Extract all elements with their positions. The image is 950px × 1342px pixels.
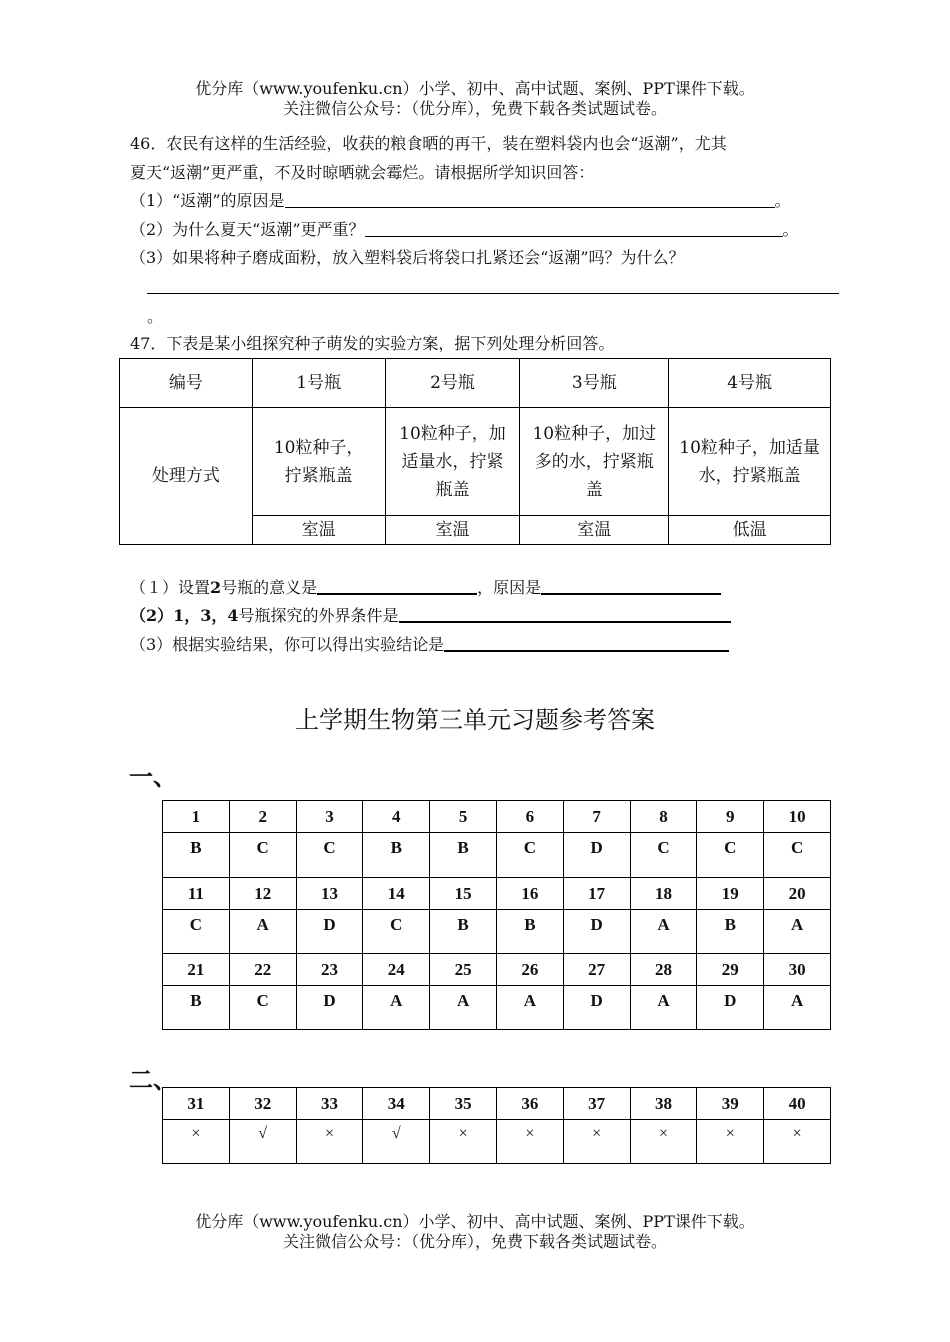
row-label-cell: 处理方式 (120, 408, 253, 545)
table-header-row (120, 359, 831, 408)
answer-cell: C (496, 833, 563, 878)
header-cell: 1号瓶 (252, 359, 385, 408)
answer-cell: B (496, 910, 563, 954)
temperature-cell: 室温 (252, 516, 385, 545)
question-number-cell: 8 (630, 801, 697, 833)
question-number-cell: 39 (697, 1088, 764, 1120)
q47-part-3 (130, 634, 729, 656)
question-number-cell: 28 (630, 954, 697, 986)
question-number-cell: 26 (496, 954, 563, 986)
answer-cell: D (563, 833, 630, 878)
answer-cell: D (296, 986, 363, 1030)
table-row (163, 954, 831, 986)
answer-cell: × (563, 1120, 630, 1164)
temperature-cell: 低温 (669, 516, 831, 545)
question-number-cell: 10 (764, 801, 831, 833)
question-number-cell: 29 (697, 954, 764, 986)
question-number-cell: 33 (296, 1088, 363, 1120)
table-row (163, 910, 831, 954)
answer-cell: A (363, 986, 430, 1030)
answer-cell: C (229, 986, 296, 1030)
question-number-cell: 38 (630, 1088, 697, 1120)
question-number-cell: 6 (496, 801, 563, 833)
question-number-cell: 22 (229, 954, 296, 986)
question-number-cell: 24 (363, 954, 430, 986)
header-cell: 2号瓶 (385, 359, 520, 408)
q47-part-1-reason-text: ，原因是 (477, 578, 542, 597)
answer-cell: C (296, 833, 363, 878)
q47-part-1-reason-blank[interactable] (541, 577, 721, 595)
q47-intro: 47．下表是某小组探究种子萌发的实验方案，据下列处理分析回答。 (130, 334, 615, 353)
header-line-2: 关注微信公众号：（优分库），免费下载各类试题试卷。 (282, 99, 667, 118)
q46-part-2 (130, 219, 799, 241)
question-number-cell: 30 (764, 954, 831, 986)
q46-part-1-period: 。 (774, 191, 791, 210)
temperature-cell: 室温 (520, 516, 669, 545)
treatment-cell: 10粒种子，加适量水，拧紧瓶盖 (385, 408, 520, 516)
question-number-cell: 14 (363, 878, 430, 910)
q46-intro-line-1: 46．农民有这样的生活经验，收获的粮食晒的再干，装在塑料袋内也会“返潮”，尤其 (130, 134, 727, 153)
answer-cell: C (229, 833, 296, 878)
q46-part-2-period: 。 (782, 220, 799, 239)
q47-part-3-answer-blank[interactable] (444, 634, 729, 652)
answer-cell: A (229, 910, 296, 954)
table-row (120, 408, 831, 516)
answer-cell: D (563, 986, 630, 1030)
question-number-cell: 12 (229, 878, 296, 910)
answer-cell: B (163, 986, 230, 1030)
question-number-cell: 1 (163, 801, 230, 833)
question-number-cell: 3 (296, 801, 363, 833)
answer-table-section-1 (162, 800, 831, 1030)
answer-cell: A (630, 986, 697, 1030)
answer-cell: A (630, 910, 697, 954)
answer-cell: × (764, 1120, 831, 1164)
question-number-cell: 13 (296, 878, 363, 910)
question-number-cell: 19 (697, 878, 764, 910)
header-cell: 3号瓶 (520, 359, 669, 408)
question-number-cell: 35 (430, 1088, 497, 1120)
question-number-cell: 27 (563, 954, 630, 986)
answer-cell: B (363, 833, 430, 878)
treatment-cell: 10粒种子，拧紧瓶盖 (252, 408, 385, 516)
answer-cell: B (430, 833, 497, 878)
q47-part-2-answer-blank[interactable] (399, 605, 731, 623)
q47-experiment-table (119, 358, 831, 545)
q47-part-1-bottle-number: 2 (210, 578, 222, 597)
q46-part-3-period: 。 (147, 307, 164, 326)
table-row (163, 1120, 831, 1164)
section-2-label: 二、 (129, 1065, 177, 1094)
answer-cell: A (764, 910, 831, 954)
header-cell: 编号 (120, 359, 253, 408)
question-number-cell: 18 (630, 878, 697, 910)
answer-cell: B (697, 910, 764, 954)
q46-part-1 (130, 190, 791, 212)
table-row (163, 1088, 831, 1120)
answer-cell: A (430, 986, 497, 1030)
q46-part-1-text: （1）“返潮”的原因是 (130, 191, 285, 210)
answer-cell: B (163, 833, 230, 878)
question-number-cell: 5 (430, 801, 497, 833)
question-number-cell: 11 (163, 878, 230, 910)
question-number-cell: 34 (363, 1088, 430, 1120)
q47-part-2 (130, 605, 731, 627)
answer-cell: × (163, 1120, 230, 1164)
q46-intro-line-2: 夏天“返潮”更严重，不及时晾晒就会霉烂。请根据所学知识回答： (130, 163, 595, 182)
q46-part-1-answer-blank[interactable] (285, 191, 775, 208)
q47-part-2-text: 号瓶探究的外界条件是 (238, 606, 399, 625)
question-number-cell: 32 (229, 1088, 296, 1120)
answer-cell: √ (363, 1120, 430, 1164)
answer-cell: × (697, 1120, 764, 1164)
answer-cell: D (563, 910, 630, 954)
answer-cell: D (296, 910, 363, 954)
section-1-label: 一、 (129, 762, 177, 791)
answer-cell: C (764, 833, 831, 878)
question-number-cell: 25 (430, 954, 497, 986)
question-number-cell: 37 (563, 1088, 630, 1120)
answer-cell: × (296, 1120, 363, 1164)
header-cell: 4号瓶 (669, 359, 831, 408)
question-number-cell: 4 (363, 801, 430, 833)
q47-part-3-text: （3）根据实验结果，你可以得出实验结论是 (130, 635, 445, 654)
table-row (163, 986, 831, 1030)
table-row (163, 833, 831, 878)
question-number-cell: 17 (563, 878, 630, 910)
question-number-cell: 40 (764, 1088, 831, 1120)
question-number-cell: 7 (563, 801, 630, 833)
question-number-cell: 20 (764, 878, 831, 910)
q47-part-1-text: 号瓶的意义是 (221, 578, 318, 597)
table-row (163, 801, 831, 833)
q47-part-1-meaning-blank[interactable] (317, 577, 477, 595)
answer-cell: C (363, 910, 430, 954)
answer-cell: C (163, 910, 230, 954)
q47-part-2-prefix: （2） (130, 606, 174, 625)
table-row (163, 878, 831, 910)
header-line-1: 优分库（www.youfenku.cn）小学、初中、高中试题、案例、PPT课件下载。 (195, 79, 755, 98)
q47-part-2-bottle-numbers: 1，3，4 (173, 606, 239, 625)
q46-part-2-text: （2）为什么夏天“返潮”更严重？ (130, 220, 365, 239)
q46-part-3-text: （3）如果将种子磨成面粉，放入塑料袋后将袋口扎紧还会“返潮”吗？为什么？ (130, 248, 685, 267)
answer-cell: × (430, 1120, 497, 1164)
temperature-cell: 室温 (385, 516, 520, 545)
question-number-cell: 21 (163, 954, 230, 986)
footer-line-2: 关注微信公众号：（优分库），免费下载各类试题试卷。 (282, 1232, 667, 1251)
q46-part-2-answer-blank[interactable] (365, 220, 783, 237)
answer-cell: × (496, 1120, 563, 1164)
answer-table-section-2 (162, 1087, 831, 1164)
answer-cell: C (697, 833, 764, 878)
question-number-cell: 2 (229, 801, 296, 833)
footer-line-1: 优分库（www.youfenku.cn）小学、初中、高中试题、案例、PPT课件下载。 (195, 1212, 755, 1231)
q46-part-3-answer-line[interactable] (147, 293, 839, 294)
answer-cell: A (764, 986, 831, 1030)
answer-cell: B (430, 910, 497, 954)
answer-cell: A (496, 986, 563, 1030)
treatment-cell: 10粒种子，加过多的水，拧紧瓶盖 (520, 408, 669, 516)
question-number-cell: 31 (163, 1088, 230, 1120)
question-number-cell: 9 (697, 801, 764, 833)
question-number-cell: 23 (296, 954, 363, 986)
answer-cell: √ (229, 1120, 296, 1164)
question-number-cell: 36 (496, 1088, 563, 1120)
answer-cell: C (630, 833, 697, 878)
q47-part-1 (130, 577, 721, 599)
treatment-cell: 10粒种子，加适量水，拧紧瓶盖 (669, 408, 831, 516)
q47-part-1-prefix: （１）设置 (130, 578, 211, 597)
answer-cell: D (697, 986, 764, 1030)
answer-cell: × (630, 1120, 697, 1164)
answer-key-title: 上学期生物第三单元习题参考答案 (295, 706, 655, 734)
question-number-cell: 16 (496, 878, 563, 910)
question-number-cell: 15 (430, 878, 497, 910)
